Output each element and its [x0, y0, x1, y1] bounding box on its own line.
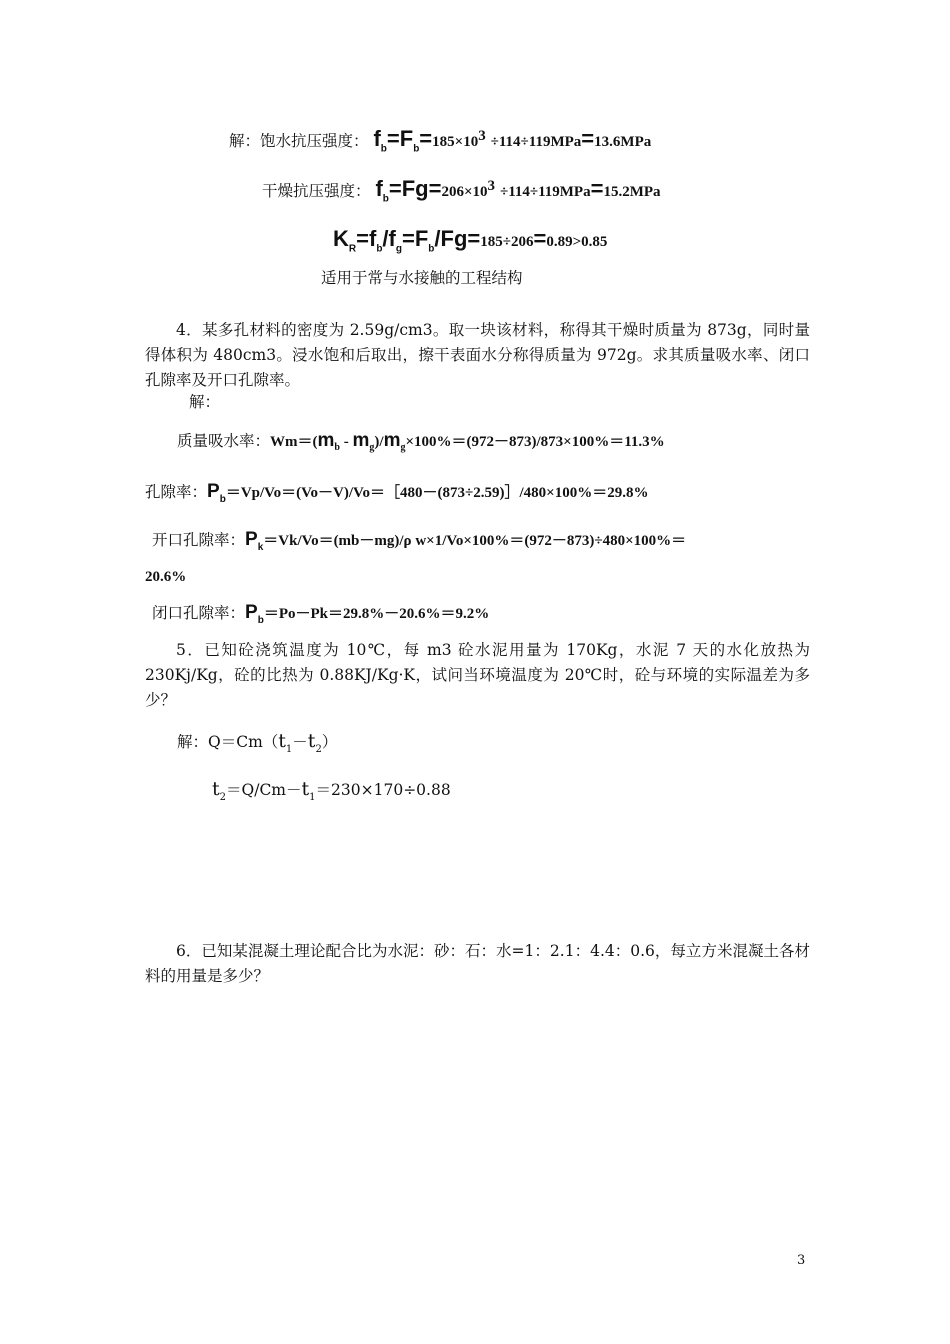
formula-kr: $K_R=f_b/f_g=F_b/Fg=$: [333, 226, 481, 255]
closed-porosity-line: [152, 602, 490, 626]
question-6: 6．已知某混凝土理论配合比为水泥：砂：石：水=1：2.1：4.4：0.6，每立方米混凝土各材料的用量是多少？: [145, 942, 810, 985]
porosity-calc: ＝Vp/Vo＝(Vo－V)/Vo＝［480－(873÷2.59)］/480×100%＝29.8%: [225, 485, 649, 501]
q5-solution-prefix: 解：Q＝Cm（: [177, 733, 279, 751]
porosity-line: [145, 481, 649, 505]
q5-t2-line: $t_2=Q/Cm-t_1=230\times 170\div 0.88$: [212, 778, 451, 803]
dry-strength-label: 干燥抗压强度：: [262, 182, 371, 200]
equals-sign: =: [533, 226, 547, 251]
symbol-t2: $t_2$: [307, 730, 322, 755]
exponent: 3: [478, 127, 486, 144]
question-4: 4．某多孔材料的密度为 2.59g/cm3。取一块该材料，称得其干燥时质量为 873g，同时量得体积为 480cm3。浸水饱和后取出，擦干表面水分称得质量为 972g。求其质量吸水率、闭口孔隙率及开口孔隙率。: [145, 321, 810, 389]
closed-porosity-label: 闭口孔隙率：: [152, 604, 246, 622]
calc-saturated: 185×10: [432, 134, 479, 150]
open-porosity-result: 20.6%: [145, 569, 187, 585]
calc-dry: 206×10: [441, 184, 488, 200]
softening-coefficient-line: [333, 226, 608, 255]
open-porosity-line: [152, 529, 687, 553]
equals-sign: =: [590, 176, 604, 201]
calc-tail-2: ÷114÷119MPa: [499, 184, 591, 200]
exponent: 3: [487, 177, 496, 194]
water-absorption-calc: ×100%＝(972－873)/873×100%＝11.3%: [405, 434, 665, 450]
open-porosity-label: 开口孔隙率：: [152, 531, 246, 549]
q5-solution-suffix: ）: [321, 733, 338, 751]
symbol-t1: $t_1$: [278, 730, 293, 755]
open-porosity-calc: ＝Vk/Vo＝(mb－mg)/ρ w×1/Vo×100%＝(972－873)÷480×100%＝: [263, 533, 687, 549]
result-dry: 15.2MPa: [603, 184, 661, 200]
dry-strength-line: [262, 176, 661, 205]
kr-calc: 185÷206: [480, 234, 534, 250]
page-number: 3: [797, 1253, 806, 1268]
porosity-label: 孔隙率：: [145, 483, 208, 501]
q5-t2-calc: ＝230×170÷0.88: [315, 781, 451, 799]
question-5: 5．已知砼浇筑温度为 10℃，每 m3 砼水泥用量为 170Kg，水泥 7 天的水化放热为 230Kj/Kg，砼的比热为 0.88KJ/Kg·K，试问当环境温度为 20℃时，砼与环境的实际温差为多少？: [145, 641, 810, 709]
formula-fg: $f_b=Fg=$: [375, 176, 442, 205]
formula-fb: $f_b=F_b=$: [373, 126, 433, 155]
closed-porosity-calc: ＝Po－Pk＝29.8%－20.6%＝9.2%: [263, 606, 490, 622]
symbol-pb: $P_b$: [207, 481, 226, 505]
equals-sign: =: [581, 126, 595, 151]
formula-wm: $Wm=(m_b - m_g)/m_g$: [270, 430, 406, 453]
symbol-pk: $P_k$: [245, 529, 264, 553]
water-absorption-line: [177, 430, 665, 453]
symbol-t2-lead: $t_2$: [212, 778, 227, 803]
conclusion-text: 适用于常与水接触的工程结构: [321, 269, 523, 287]
symbol-t1-b: $t_1$: [301, 778, 316, 803]
water-absorption-label: 质量吸水率：: [177, 432, 271, 450]
q5-solution-line: 解：$Q=Cm(t_1-t_2)$: [177, 730, 338, 755]
calc-tail-1: ÷114÷119MPa: [490, 134, 582, 150]
kr-result: 0.89>0.85: [546, 234, 608, 250]
symbol-pb-closed: $P_b$: [245, 602, 264, 626]
saturated-strength-line: [229, 126, 652, 155]
q4-solution-label: 解：: [189, 393, 221, 411]
saturated-strength-label: 解：饱水抗压强度：: [229, 132, 369, 150]
result-saturated: 13.6MPa: [594, 134, 652, 150]
